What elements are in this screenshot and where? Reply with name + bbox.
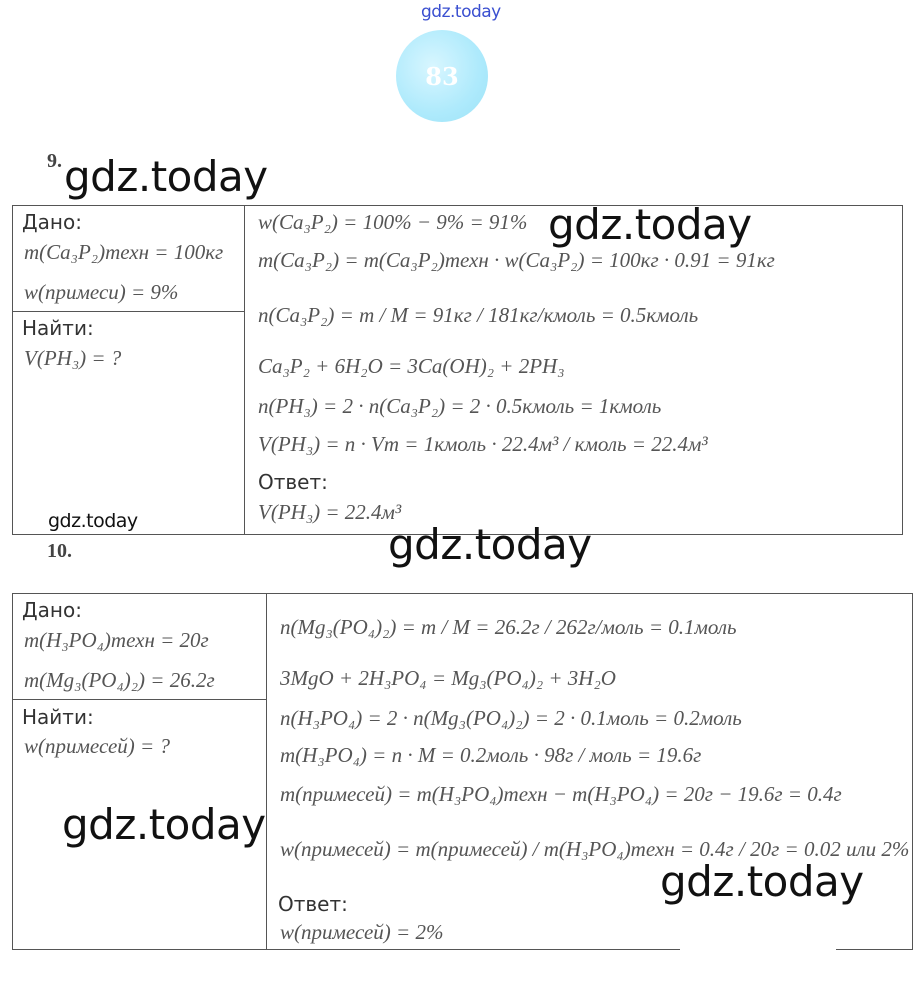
task10-find-label: Найти: <box>22 705 94 729</box>
task10-number: 10. <box>47 540 72 562</box>
border-gap <box>680 946 836 954</box>
task9-solution-5: n(PH₃) = 2 · n(Ca₃P₂) = 2 · 0.5кмоль = 1кмоль <box>258 394 662 418</box>
task9-divider-h <box>12 311 244 312</box>
watermark-5: gdz.today <box>62 800 266 849</box>
watermark-4: gdz.today <box>388 520 592 569</box>
watermark-top: gdz.today <box>421 2 501 22</box>
task10-find: w(примесей) = ? <box>24 734 170 758</box>
task9-solution-6: V(PH₃) = n · Vm = 1кмоль · 22.4м³ / кмоль = 22.4м³ <box>258 432 708 456</box>
task10-solution-5: m(примесей) = m(H₃PO₄)техн − m(H₃PO₄) = 20г − 19.6г = 0.4г <box>280 782 842 806</box>
task9-solution-3: n(Ca₃P₂) = m / M = 91кг / 181кг/кмоль = 0.5кмоль <box>258 303 699 327</box>
task9-solution-1: w(Ca₃P₂) = 100% − 9% = 91% <box>258 210 528 234</box>
task10-given-label: Дано: <box>22 598 82 622</box>
task9-given-1: m(Ca₃P₂)техн = 100кг <box>24 240 224 264</box>
watermark-3: gdz.today <box>48 510 138 532</box>
watermark-2: gdz.today <box>548 200 752 249</box>
task9-given-2: w(примеси) = 9% <box>24 280 179 304</box>
task9-equation: Ca₃P₂ + 6H₂O = 3Ca(OH)₂ + 2PH₃ <box>258 354 565 378</box>
watermark-6: gdz.today <box>660 857 864 906</box>
task9-divider-v <box>244 205 245 535</box>
task9-find-label: Найти: <box>22 316 94 340</box>
task9-answer: V(PH₃) = 22.4м³ <box>258 500 402 524</box>
task9-given-label: Дано: <box>22 210 82 234</box>
task9-number: 9. <box>47 150 62 172</box>
task9-solution-2: m(Ca₃P₂) = m(Ca₃P₂)техн · w(Ca₃P₂) = 100кг · 0.91 = 91кг <box>258 248 775 272</box>
task10-divider-h <box>12 699 266 700</box>
task10-answer-label: Ответ: <box>278 892 348 916</box>
task10-solution-6: w(примесей) = m(примесей) / m(H₃PO₄)техн = 0.4г / 20г = 0.02 или 2% <box>280 837 910 861</box>
task10-answer: w(примесей) = 2% <box>280 920 444 944</box>
page-number-badge: 83 <box>396 30 488 122</box>
task10-equation: 3MgO + 2H₃PO₄ = Mg₃(PO₄)₂ + 3H₂O <box>280 666 616 690</box>
task10-solution-4: m(H₃PO₄) = n · M = 0.2моль · 98г / моль = 19.6г <box>280 743 702 767</box>
task10-solution-3: n(H₃PO₄) = 2 · n(Mg₃(PO₄)₂) = 2 · 0.1моль = 0.2моль <box>280 706 742 730</box>
task10-given-2: m(Mg₃(PO₄)₂) = 26.2г <box>24 668 215 692</box>
task10-solution-1: n(Mg₃(PO₄)₂) = m / M = 26.2г / 262г/моль = 0.1моль <box>280 615 737 639</box>
task9-answer-label: Ответ: <box>258 470 328 494</box>
task10-divider-v <box>266 593 267 950</box>
task10-given-1: m(H₃PO₄)техн = 20г <box>24 628 209 652</box>
watermark-1: gdz.today <box>64 152 268 201</box>
task9-find: V(PH₃) = ? <box>24 346 122 370</box>
